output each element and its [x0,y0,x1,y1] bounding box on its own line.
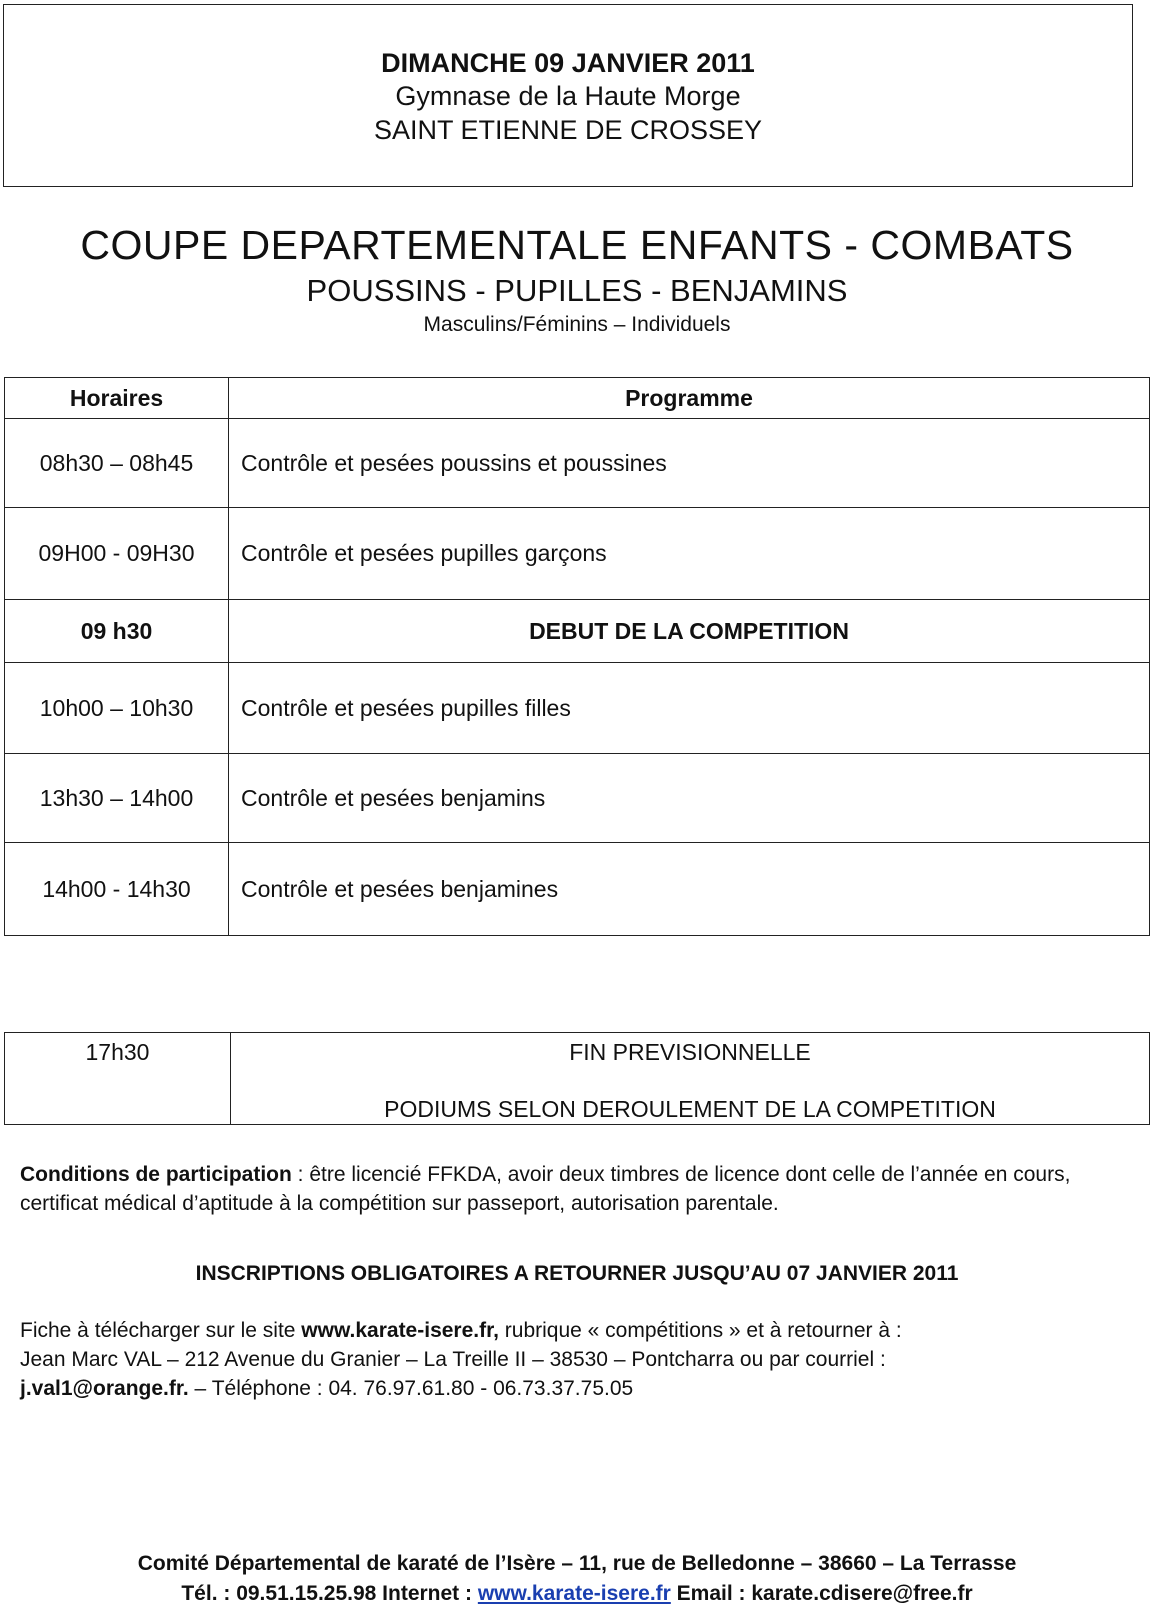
phone-numbers: – Téléphone : 04. 76.97.61.80 - 06.73.37.75.05 [188,1377,634,1400]
footer-address: Comité Départemental de karaté de l’Isère – 11, rue de Belledonne – 38660 – La Terrasse [137,1552,1017,1575]
row-time: 09H00 - 09H30 [5,508,229,600]
event-date: DIMANCHE 09 JANVIER 2011 [381,48,755,78]
conditions-label: Conditions de participation [20,1163,292,1186]
end-program [231,1033,1150,1125]
categories-title: POUSSINS - PUPILLES - BENJAMINS [306,273,848,308]
end-time: 17h30 [5,1033,231,1125]
footer-email: Email : karate.cdisere@free.fr [670,1582,973,1605]
email-link[interactable]: j.val1@orange.fr. [20,1377,189,1400]
registration-paragraph [20,1316,1140,1403]
conditions-text: : être licencié FFKDA, avoir deux timbres de licence dont celle de l’année en cours, certificat médical d’aptitude à la compétition sur passeport, autorisation parentale. [20,1163,1071,1215]
postal-address: Jean Marc VAL – 212 Avenue du Granier – La Treille II – 38530 – Pontcharra ou par courriel : [20,1348,886,1371]
table-header-row [5,378,1150,419]
footer-tel: Tél. : 09.51.15.25.98 Internet : [181,1582,478,1605]
row-program: DEBUT DE LA COMPETITION [229,600,1150,663]
fiche-prefix: Fiche à télécharger sur le site [20,1319,302,1342]
inscriptions-notice: INSCRIPTIONS OBLIGATOIRES A RETOURNER JUSQU’AU 07 JANVIER 2011 [195,1262,959,1285]
fiche-mid: rubrique « compétitions » et à retourner à : [498,1319,902,1342]
table-row [5,754,1150,843]
row-program: Contrôle et pesées benjamins [229,754,1150,843]
header-programme: Programme [229,378,1150,419]
table-row [5,419,1150,508]
row-program: Contrôle et pesées pupilles garçons [229,508,1150,600]
row-time: 09 h30 [5,600,229,663]
conditions-paragraph [20,1160,1140,1218]
end-line-2: PODIUMS SELON DEROULEMENT DE LA COMPETITION [384,1096,996,1122]
row-program: Contrôle et pesées pupilles filles [229,663,1150,754]
row-time: 10h00 – 10h30 [5,663,229,754]
footer-website-link[interactable]: www.karate-isere.fr [477,1582,671,1605]
schedule-table [4,377,1150,936]
site-link[interactable]: www.karate-isere.fr, [301,1319,499,1342]
table-row [5,508,1150,600]
footer [0,1549,1154,1609]
table-row [5,663,1150,754]
end-table [4,1032,1150,1125]
row-program: Contrôle et pesées poussins et poussines [229,419,1150,508]
venue-name: Gymnase de la Haute Morge [395,81,741,111]
page-title: COUPE DEPARTEMENTALE ENFANTS - COMBATS [80,222,1074,268]
venue-city: SAINT ETIENNE DE CROSSEY [373,115,763,145]
event-header-box [3,4,1133,187]
subtitle: Masculins/Féminins – Individuels [423,313,731,336]
table-row [5,843,1150,936]
end-line-1: FIN PREVISIONNELLE [569,1039,811,1065]
row-program: Contrôle et pesées benjamines [229,843,1150,936]
row-time: 13h30 – 14h00 [5,754,229,843]
header-horaires: Horaires [5,378,229,419]
row-time: 08h30 – 08h45 [5,419,229,508]
footer-contact [0,1579,1154,1609]
table-row [5,600,1150,663]
row-time: 14h00 - 14h30 [5,843,229,936]
